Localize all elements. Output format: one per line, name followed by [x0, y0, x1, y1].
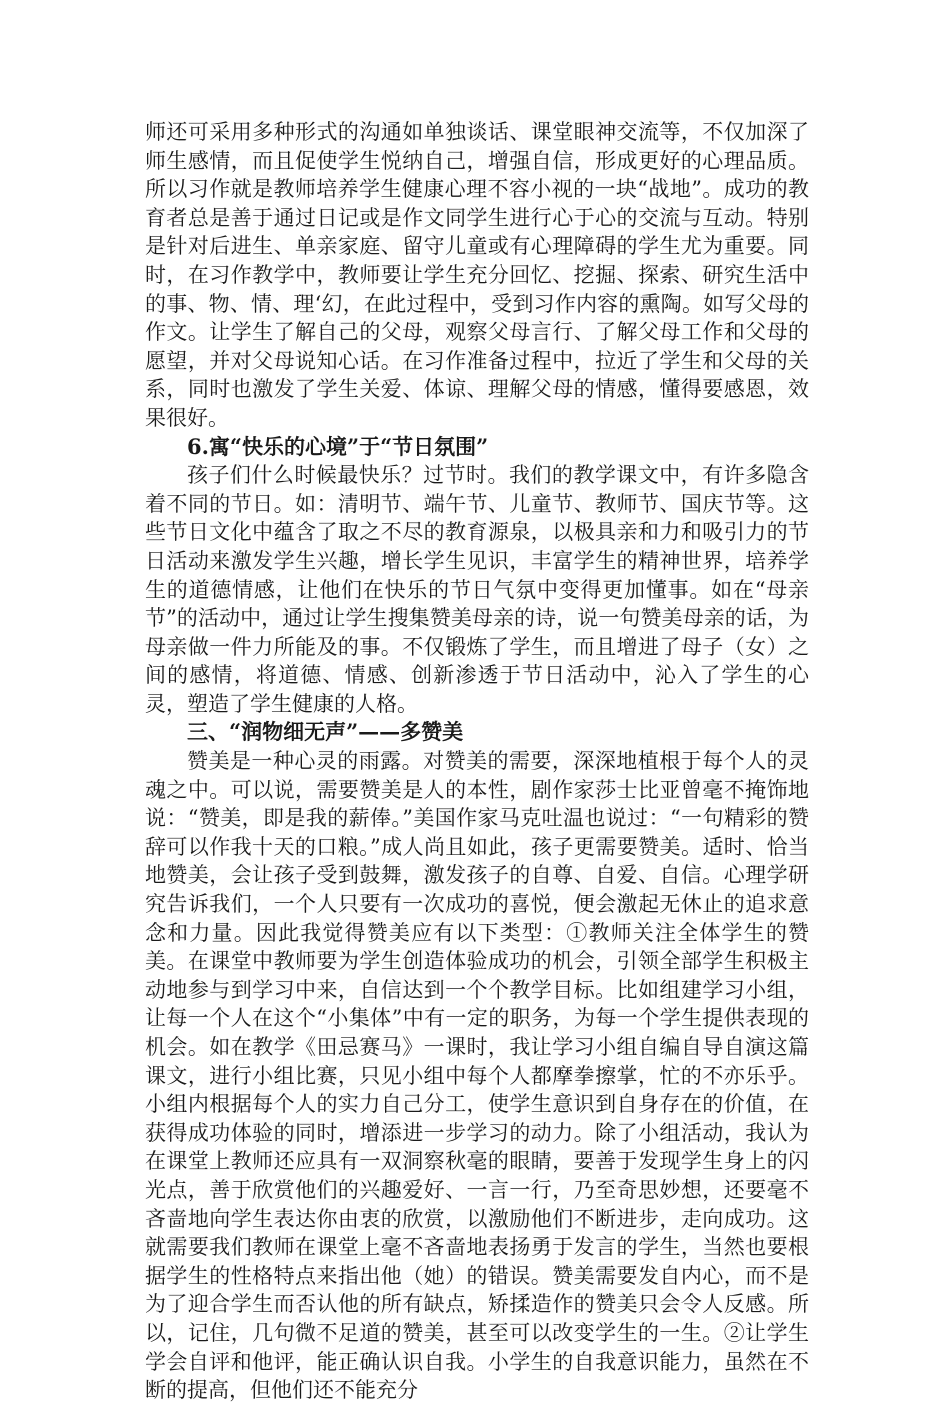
paragraph-festival: 孩子们什么时候最快乐？过节时。我们的教学课文中，有许多隐含着不同的节日。如：清明节、端午节、儿童节、教师节、国庆节等。这些节日文化中蕴含了取之不尽的教育源泉，以极具亲和力和吸引力的节日活动来激发学生兴趣，增长学生见识，丰富学生的精神世界，培养学生的道德情感，让他们在快乐的节日气氛中变得更加懂事。如在“母亲节”的活动中，通过让学生搜集赞美母亲的诗，说一句赞美母亲的话，为母亲做一件力所能及的事。不仅锻炼了学生，而且增进了母子（女）之间的感情，将道德、情感、创新渗透于节日活动中，沁入了学生的心灵，塑造了学生健康的人格。	[145, 463, 809, 716]
paragraph-praise: 赞美是一种心灵的雨露。对赞美的需要，深深地植根于每个人的灵魂之中。可以说，需要赞美是人的本性，剧作家莎士比亚曾毫不掩饰地说：“赞美，即是我的薪俸。”美国作家马克吐温也说过：“一句精彩的赞辞可以作我十天的口粮。”成人尚且如此，孩子更需要赞美。适时、恰当地赞美，会让孩子受到鼓舞，激发孩子的自尊、自爱、自信。心理学研究告诉我们，一个人只要有一次成功的喜悦，便会激起无休止的追求意念和力量。因此我觉得赞美应有以下类型：①教师关注全体学生的赞美。在课堂中教师要为学生创造体验成功的机会，引领全部学生积极主动地参与到学习中来，自信达到一个个教学目标。比如组建学习小组，让每一个人在这个“小集体”中有一定的职务，为每一个学生提供表现的机会。如在教学《田忌赛马》一课时，我让学习小组自编自导自演这篇课文，进行小组比赛，只见小组中每个人都摩拳擦掌，忙的不亦乐乎。小组内根据每个人的实力自己分工，使学生意识到自身存在的价值，在获得成功体验的同时，增添进一步学习的动力。除了小组活动，我认为在课堂上教师还应具有一双洞察秋毫的眼睛，要善于发现学生身上的闪光点，善于欣赏他们的兴趣爱好、一言一行，乃至奇思妙想，还要毫不吝啬地向学生表达你由衷的欣赏，以激励他们不断进步，走向成功。这就需要我们教师在课堂上毫不吝啬地表扬勇于发言的学生，当然也要根据学生的性格特点来指出他（她）的错误。赞美需要发自内心，而不是为了迎合学生而否认他的所有缺点，矫揉造作的赞美只会令人反感。所以，记住，几句微不足道的赞美，甚至可以改变学生的一生。②让学生学会自评和他评，能正确认识自我。小学生的自我意识能力，虽然在不断的提高，但他们还不能充分	[145, 749, 809, 1403]
section-heading-festival: 6.寓“快乐的心境”于“节日氛围”	[187, 433, 489, 459]
section-heading-praise: 三、“润物细无声”——多赞美	[187, 719, 464, 745]
document-page	[145, 118, 809, 1405]
paragraph-writing-education: 师还可采用多种形式的沟通如单独谈话、课堂眼神交流等，不仅加深了师生感情，而且促使学生悦纳自己，增强自信，形成更好的心理品质。所以习作就是教师培养学生健康心理不容小视的一块“战地”。成功的教育者总是善于通过日记或是作文同学生进行心于心的交流与互动。特别是针对后进生、单亲家庭、留守儿童或有心理障碍的学生尤为重要。同时，在习作教学中，教师要让学生充分回忆、挖掘、探索、研究生活中的事、物、情、理‘幻，在此过程中，受到习作内容的熏陶。如写父母的作文。让学生了解自己的父母，观察父母言行、了解父母工作和父母的愿望，并对父母说知心话。在习作准备过程中，拉近了学生和父母的关系，同时也激发了学生关爱、体谅、理解父母的情感，懂得要感恩，效果很好。	[145, 120, 809, 430]
